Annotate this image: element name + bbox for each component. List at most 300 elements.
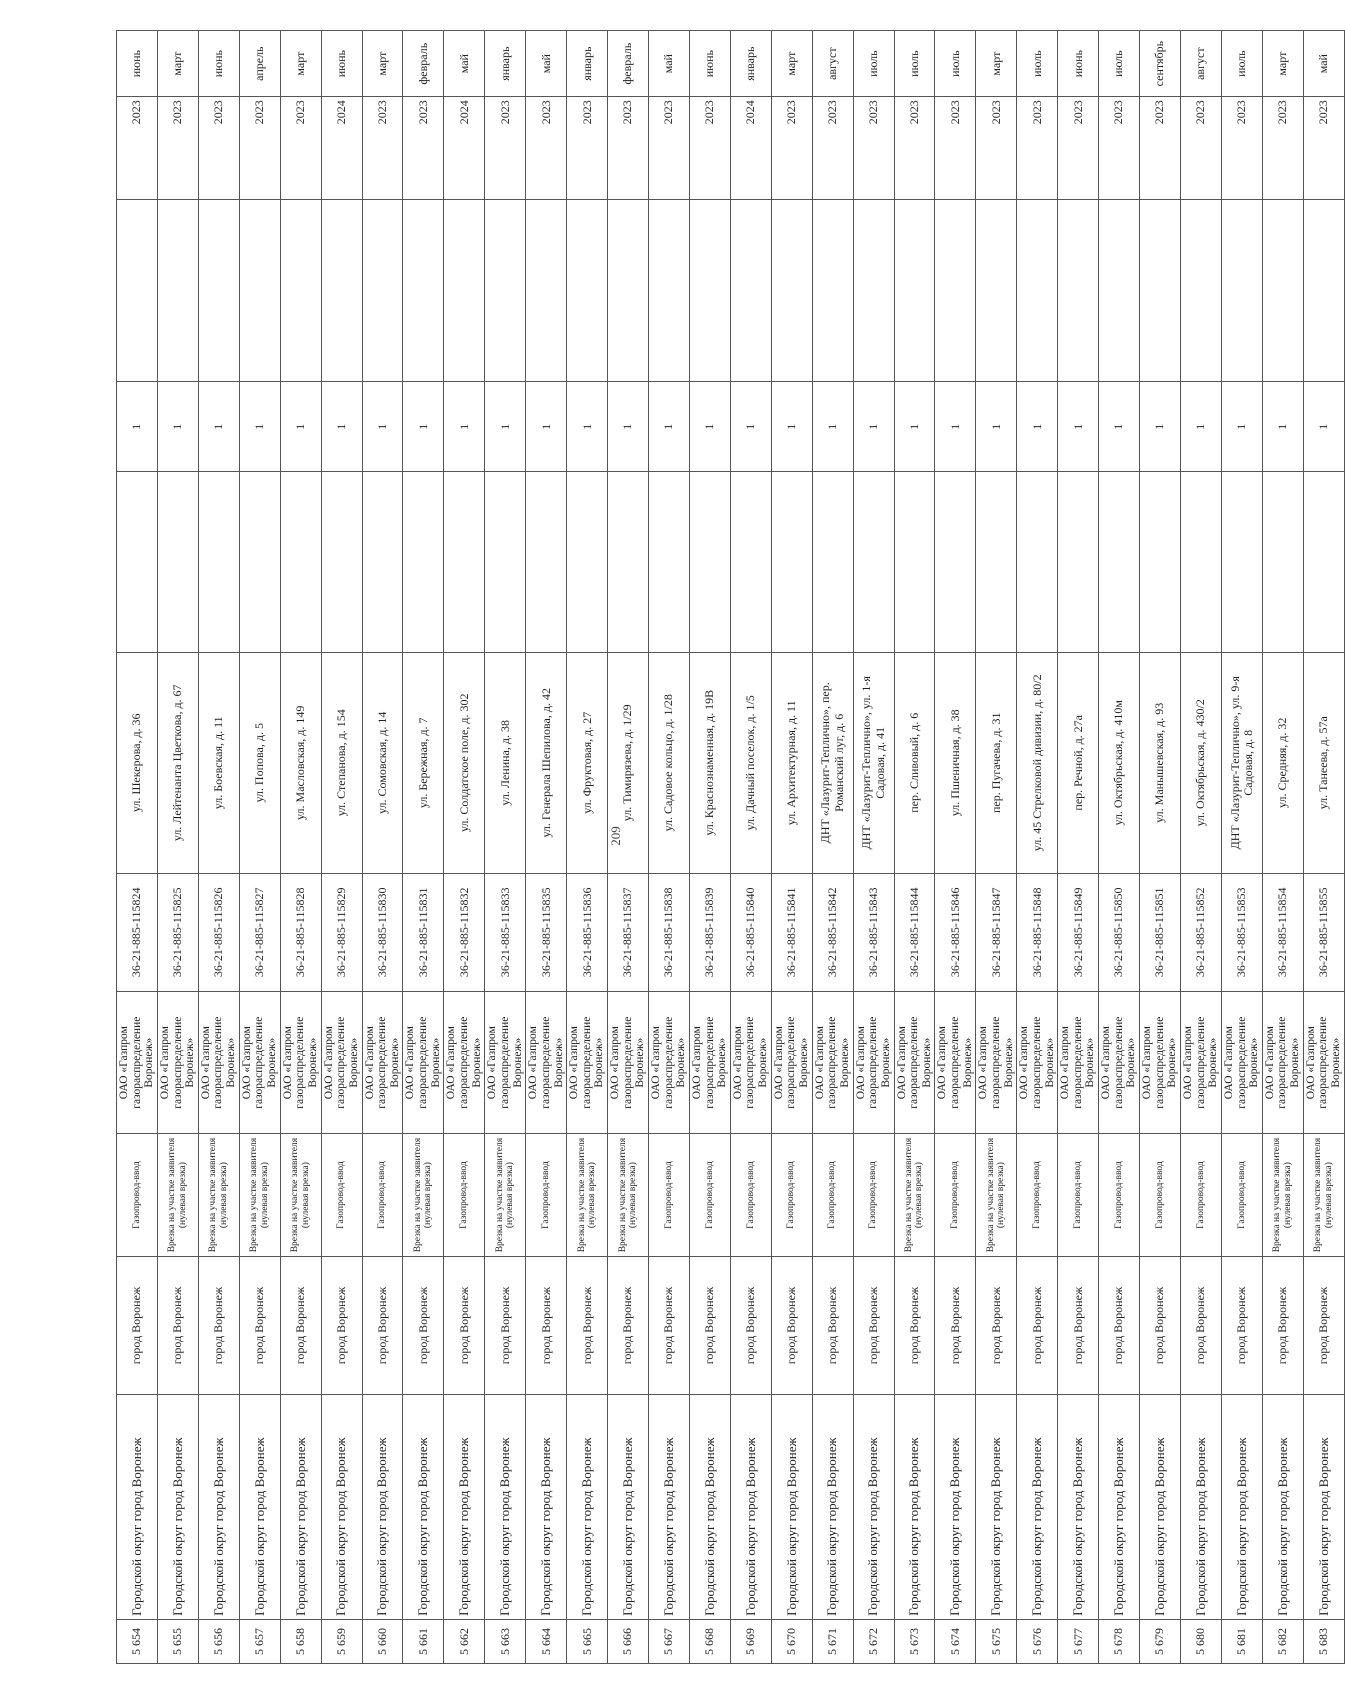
city-cell: город Воронеж <box>976 1256 1017 1394</box>
city-cell: город Воронеж <box>812 1256 853 1394</box>
registry-table <box>116 30 1345 1664</box>
row-number-cell: 5 668 <box>689 1619 730 1663</box>
object-type-cell: Газопровод-ввод <box>321 1134 362 1256</box>
city-cell: город Воронеж <box>1058 1256 1099 1394</box>
year-cell: 2023 <box>894 97 935 199</box>
object-code-cell: 36-21-885-115830 <box>362 873 403 991</box>
object-code-cell: 36-21-885-115829 <box>321 873 362 991</box>
quantity-cell: 1 <box>567 382 608 472</box>
municipality-cell: Городской округ город Воронеж <box>321 1395 362 1620</box>
municipality-cell: Городской округ город Воронеж <box>894 1395 935 1620</box>
address-cell: пер. Сливовый, д. 6 <box>894 652 935 873</box>
city-cell: город Воронеж <box>894 1256 935 1394</box>
month-cell: июнь <box>689 31 730 97</box>
table-row <box>403 31 444 1664</box>
quantity-cell: 1 <box>1303 382 1344 472</box>
row-number-cell: 5 661 <box>403 1619 444 1663</box>
object-code-cell: 36-21-885-115833 <box>485 873 526 991</box>
empty-cell <box>771 199 812 382</box>
quantity-cell: 1 <box>812 382 853 472</box>
empty-cell <box>1303 472 1344 653</box>
city-cell: город Воронеж <box>648 1256 689 1394</box>
object-code-cell: 36-21-885-115837 <box>608 873 649 991</box>
month-cell: июнь <box>117 31 158 97</box>
object-code-cell: 36-21-885-115836 <box>567 873 608 991</box>
city-cell: город Воронеж <box>1099 1256 1140 1394</box>
quantity-cell: 1 <box>485 382 526 472</box>
row-number-cell: 5 672 <box>853 1619 894 1663</box>
address-cell: ул. Солдатское поле, д. 302 <box>444 652 485 873</box>
city-cell: город Воронеж <box>485 1256 526 1394</box>
month-cell: март <box>280 31 321 97</box>
row-number-cell: 5 683 <box>1303 1619 1344 1663</box>
month-cell: апрель <box>239 31 280 97</box>
object-code-cell: 36-21-885-115841 <box>771 873 812 991</box>
object-type-cell: Врезка на участке заявителя (нулевая врезка) <box>198 1134 239 1256</box>
month-cell: март <box>362 31 403 97</box>
organization-cell: ОАО «Газпром газораспределение Воронеж» <box>1303 991 1344 1133</box>
address-cell: ул. Октябрьская, д. 430/2 <box>1180 652 1221 873</box>
object-type-cell: Врезка на участке заявителя (нулевая врезка) <box>157 1134 198 1256</box>
object-code-cell: 36-21-885-115835 <box>526 873 567 991</box>
quantity-cell: 1 <box>321 382 362 472</box>
table-row <box>608 31 649 1664</box>
row-number-cell: 5 657 <box>239 1619 280 1663</box>
year-cell: 2023 <box>648 97 689 199</box>
month-cell: январь <box>485 31 526 97</box>
quantity-cell: 1 <box>976 382 1017 472</box>
quantity-cell: 1 <box>689 382 730 472</box>
municipality-cell: Городской округ город Воронеж <box>117 1395 158 1620</box>
year-cell: 2023 <box>1099 97 1140 199</box>
quantity-cell: 1 <box>730 382 771 472</box>
table-row <box>526 31 567 1664</box>
year-cell: 2023 <box>976 97 1017 199</box>
municipality-cell: Городской округ город Воронеж <box>567 1395 608 1620</box>
month-cell: март <box>771 31 812 97</box>
organization-cell: ОАО «Газпром газораспределение Воронеж» <box>935 991 976 1133</box>
row-number-cell: 5 680 <box>1180 1619 1221 1663</box>
object-type-cell: Газопровод-ввод <box>730 1134 771 1256</box>
city-cell: город Воронеж <box>771 1256 812 1394</box>
object-code-cell: 36-21-885-115851 <box>1140 873 1181 991</box>
organization-cell: ОАО «Газпром газораспределение Воронеж» <box>444 991 485 1133</box>
quantity-cell: 1 <box>1262 382 1303 472</box>
address-cell: ДНТ «Лазурит-Теплично», ул. 9-я Садовая, д. 8 <box>1221 652 1262 873</box>
city-cell: город Воронеж <box>1017 1256 1058 1394</box>
city-cell: город Воронеж <box>1262 1256 1303 1394</box>
quantity-cell: 1 <box>1099 382 1140 472</box>
empty-cell <box>1099 472 1140 653</box>
month-cell: сентябрь <box>1140 31 1181 97</box>
address-cell: ул. Манышевская, д. 93 <box>1140 652 1181 873</box>
month-cell: июль <box>935 31 976 97</box>
table-row <box>648 31 689 1664</box>
table-row <box>1221 31 1262 1664</box>
object-type-cell: Врезка на участке заявителя (нулевая врезка) <box>1262 1134 1303 1256</box>
quantity-cell: 1 <box>1017 382 1058 472</box>
city-cell: город Воронеж <box>1140 1256 1181 1394</box>
object-type-cell: Газопровод-ввод <box>117 1134 158 1256</box>
address-cell: ул. Фруктовая, д. 27 <box>567 652 608 873</box>
month-cell: март <box>157 31 198 97</box>
row-number-cell: 5 656 <box>198 1619 239 1663</box>
empty-cell <box>1180 199 1221 382</box>
empty-cell <box>403 199 444 382</box>
year-cell: 2023 <box>280 97 321 199</box>
object-type-cell: Врезка на участке заявителя (нулевая врезка) <box>280 1134 321 1256</box>
empty-cell <box>157 472 198 653</box>
object-code-cell: 36-21-885-115849 <box>1058 873 1099 991</box>
city-cell: город Воронеж <box>403 1256 444 1394</box>
quantity-cell: 1 <box>526 382 567 472</box>
address-cell: ул. Дачный поселок, д. 1/5 <box>730 652 771 873</box>
organization-cell: ОАО «Газпром газораспределение Воронеж» <box>894 991 935 1133</box>
object-code-cell: 36-21-885-115838 <box>648 873 689 991</box>
empty-cell <box>198 472 239 653</box>
quantity-cell: 1 <box>280 382 321 472</box>
object-code-cell: 36-21-885-115844 <box>894 873 935 991</box>
object-type-cell: Врезка на участке заявителя (нулевая врезка) <box>485 1134 526 1256</box>
object-type-cell: Газопровод-ввод <box>648 1134 689 1256</box>
municipality-cell: Городской округ город Воронеж <box>853 1395 894 1620</box>
empty-cell <box>1303 199 1344 382</box>
organization-cell: ОАО «Газпром газораспределение Воронеж» <box>689 991 730 1133</box>
municipality-cell: Городской округ город Воронеж <box>403 1395 444 1620</box>
object-code-cell: 36-21-885-115852 <box>1180 873 1221 991</box>
object-type-cell: Газопровод-ввод <box>362 1134 403 1256</box>
empty-cell <box>1221 472 1262 653</box>
organization-cell: ОАО «Газпром газораспределение Воронеж» <box>1058 991 1099 1133</box>
object-code-cell: 36-21-885-115843 <box>853 873 894 991</box>
object-code-cell: 36-21-885-115855 <box>1303 873 1344 991</box>
row-number-cell: 5 681 <box>1221 1619 1262 1663</box>
row-number-cell: 5 677 <box>1058 1619 1099 1663</box>
table-row <box>198 31 239 1664</box>
organization-cell: ОАО «Газпром газораспределение Воронеж» <box>280 991 321 1133</box>
quantity-cell: 1 <box>362 382 403 472</box>
empty-cell <box>444 472 485 653</box>
object-code-cell: 36-21-885-115825 <box>157 873 198 991</box>
empty-cell <box>444 199 485 382</box>
city-cell: город Воронеж <box>567 1256 608 1394</box>
organization-cell: ОАО «Газпром газораспределение Воронеж» <box>1262 991 1303 1133</box>
address-cell: ДНТ «Лазурит-Теплично», пер. Романский луг, д. 6 <box>812 652 853 873</box>
quantity-cell: 1 <box>1180 382 1221 472</box>
quantity-cell: 1 <box>239 382 280 472</box>
address-cell: ул. Шекерова, д. 36 <box>117 652 158 873</box>
organization-cell: ОАО «Газпром газораспределение Воронеж» <box>526 991 567 1133</box>
empty-cell <box>935 199 976 382</box>
object-type-cell: Врезка на участке заявителя (нулевая врезка) <box>894 1134 935 1256</box>
object-type-cell: Газопровод-ввод <box>1221 1134 1262 1256</box>
row-number-cell: 5 655 <box>157 1619 198 1663</box>
year-cell: 2024 <box>444 97 485 199</box>
object-type-cell: Врезка на участке заявителя (нулевая врезка) <box>403 1134 444 1256</box>
municipality-cell: Городской округ город Воронеж <box>730 1395 771 1620</box>
organization-cell: ОАО «Газпром газораспределение Воронеж» <box>1017 991 1058 1133</box>
object-type-cell: Газопровод-ввод <box>689 1134 730 1256</box>
city-cell: город Воронеж <box>730 1256 771 1394</box>
table-row <box>853 31 894 1664</box>
address-cell: ул. Боевская, д. 11 <box>198 652 239 873</box>
object-code-cell: 36-21-885-115854 <box>1262 873 1303 991</box>
row-number-cell: 5 662 <box>444 1619 485 1663</box>
object-type-cell: Газопровод-ввод <box>812 1134 853 1256</box>
empty-cell <box>853 472 894 653</box>
month-cell: июль <box>1221 31 1262 97</box>
quantity-cell: 1 <box>648 382 689 472</box>
quantity-cell: 1 <box>853 382 894 472</box>
month-cell: май <box>648 31 689 97</box>
year-cell: 2023 <box>567 97 608 199</box>
empty-cell <box>198 199 239 382</box>
year-cell: 2023 <box>362 97 403 199</box>
object-type-cell: Врезка на участке заявителя (нулевая врезка) <box>567 1134 608 1256</box>
empty-cell <box>1221 199 1262 382</box>
empty-cell <box>608 199 649 382</box>
month-cell: март <box>976 31 1017 97</box>
month-cell: май <box>526 31 567 97</box>
object-code-cell: 36-21-885-115853 <box>1221 873 1262 991</box>
object-code-cell: 36-21-885-115842 <box>812 873 853 991</box>
municipality-cell: Городской округ город Воронеж <box>608 1395 649 1620</box>
object-code-cell: 36-21-885-115832 <box>444 873 485 991</box>
quantity-cell: 1 <box>608 382 649 472</box>
empty-cell <box>812 472 853 653</box>
month-cell: май <box>1303 31 1344 97</box>
table-row <box>280 31 321 1664</box>
address-cell: ДНТ «Лазурит-Теплично», ул. 1-я Садовая, д. 41 <box>853 652 894 873</box>
empty-cell <box>280 472 321 653</box>
city-cell: город Воронеж <box>157 1256 198 1394</box>
address-cell: ул. Масловская, д. 149 <box>280 652 321 873</box>
month-cell: февраль <box>403 31 444 97</box>
object-code-cell: 36-21-885-115840 <box>730 873 771 991</box>
empty-cell <box>321 199 362 382</box>
table-row <box>1303 31 1344 1664</box>
year-cell: 2024 <box>321 97 362 199</box>
municipality-cell: Городской округ город Воронеж <box>812 1395 853 1620</box>
table-row <box>567 31 608 1664</box>
address-cell: ул. Архитектурная, д. 11 <box>771 652 812 873</box>
address-cell: ул. Средняя, д. 32 <box>1262 652 1303 873</box>
municipality-cell: Городской округ город Воронеж <box>198 1395 239 1620</box>
empty-cell <box>608 472 649 653</box>
empty-cell <box>117 199 158 382</box>
organization-cell: ОАО «Газпром газораспределение Воронеж» <box>730 991 771 1133</box>
address-cell: ул. Генерала Шепилова, д. 42 <box>526 652 567 873</box>
empty-cell <box>976 199 1017 382</box>
empty-cell <box>1017 472 1058 653</box>
year-cell: 2023 <box>157 97 198 199</box>
month-cell: февраль <box>608 31 649 97</box>
table-row <box>730 31 771 1664</box>
city-cell: город Воронеж <box>280 1256 321 1394</box>
organization-cell: ОАО «Газпром газораспределение Воронеж» <box>1180 991 1221 1133</box>
year-cell: 2023 <box>1221 97 1262 199</box>
empty-cell <box>648 472 689 653</box>
year-cell: 2023 <box>853 97 894 199</box>
quantity-cell: 1 <box>444 382 485 472</box>
empty-cell <box>239 199 280 382</box>
table-body <box>117 31 1345 1664</box>
quantity-cell: 1 <box>1221 382 1262 472</box>
year-cell: 2023 <box>403 97 444 199</box>
year-cell: 2023 <box>812 97 853 199</box>
organization-cell: ОАО «Газпром газораспределение Воронеж» <box>362 991 403 1133</box>
object-type-cell: Газопровод-ввод <box>935 1134 976 1256</box>
city-cell: город Воронеж <box>1180 1256 1221 1394</box>
year-cell: 2023 <box>771 97 812 199</box>
object-type-cell: Газопровод-ввод <box>526 1134 567 1256</box>
address-cell: ул. Танеева, д. 57а <box>1303 652 1344 873</box>
row-number-cell: 5 667 <box>648 1619 689 1663</box>
address-cell: ул. Тимирязева, д. 1/29 <box>608 652 649 873</box>
table-row <box>362 31 403 1664</box>
table-row <box>1099 31 1140 1664</box>
municipality-cell: Городской округ город Воронеж <box>935 1395 976 1620</box>
object-code-cell: 36-21-885-115839 <box>689 873 730 991</box>
table-row <box>321 31 362 1664</box>
month-cell: июль <box>1017 31 1058 97</box>
table-row <box>935 31 976 1664</box>
address-cell: ул. Лейтенанта Цветкова, д. 67 <box>157 652 198 873</box>
row-number-cell: 5 670 <box>771 1619 812 1663</box>
month-cell: март <box>1262 31 1303 97</box>
year-cell: 2024 <box>730 97 771 199</box>
organization-cell: ОАО «Газпром газораспределение Воронеж» <box>648 991 689 1133</box>
object-code-cell: 36-21-885-115828 <box>280 873 321 991</box>
object-code-cell: 36-21-885-115846 <box>935 873 976 991</box>
municipality-cell: Городской округ город Воронеж <box>1303 1395 1344 1620</box>
year-cell: 2023 <box>198 97 239 199</box>
empty-cell <box>730 199 771 382</box>
quantity-cell: 1 <box>198 382 239 472</box>
city-cell: город Воронеж <box>1303 1256 1344 1394</box>
address-cell: ул. Бережная, д. 7 <box>403 652 444 873</box>
address-cell: ул. Попова, д. 5 <box>239 652 280 873</box>
city-cell: город Воронеж <box>198 1256 239 1394</box>
quantity-cell: 1 <box>1058 382 1099 472</box>
empty-cell <box>1262 199 1303 382</box>
table-row <box>689 31 730 1664</box>
object-type-cell: Газопровод-ввод <box>1140 1134 1181 1256</box>
empty-cell <box>280 199 321 382</box>
empty-cell <box>853 199 894 382</box>
year-cell: 2023 <box>526 97 567 199</box>
object-type-cell: Газопровод-ввод <box>1099 1134 1140 1256</box>
object-code-cell: 36-21-885-115850 <box>1099 873 1140 991</box>
address-cell: ул. Пшеничная, д. 38 <box>935 652 976 873</box>
object-type-cell: Газопровод-ввод <box>1017 1134 1058 1256</box>
municipality-cell: Городской округ город Воронеж <box>1017 1395 1058 1620</box>
object-code-cell: 36-21-885-115824 <box>117 873 158 991</box>
object-code-cell: 36-21-885-115831 <box>403 873 444 991</box>
empty-cell <box>321 472 362 653</box>
table-row <box>1180 31 1221 1664</box>
address-cell: ул. Краснознаменная, д. 19В <box>689 652 730 873</box>
organization-cell: ОАО «Газпром газораспределение Воронеж» <box>1140 991 1181 1133</box>
row-number-cell: 5 658 <box>280 1619 321 1663</box>
municipality-cell: Городской округ город Воронеж <box>239 1395 280 1620</box>
address-cell: ул. Октябрьская, д. 410м <box>1099 652 1140 873</box>
year-cell: 2023 <box>608 97 649 199</box>
organization-cell: ОАО «Газпром газораспределение Воронеж» <box>1099 991 1140 1133</box>
municipality-cell: Городской округ город Воронеж <box>1262 1395 1303 1620</box>
object-type-cell: Врезка на участке заявителя (нулевая врезка) <box>976 1134 1017 1256</box>
empty-cell <box>362 199 403 382</box>
organization-cell: ОАО «Газпром газораспределение Воронеж» <box>403 991 444 1133</box>
object-type-cell: Газопровод-ввод <box>1180 1134 1221 1256</box>
city-cell: город Воронеж <box>608 1256 649 1394</box>
row-number-cell: 5 678 <box>1099 1619 1140 1663</box>
quantity-cell: 1 <box>1140 382 1181 472</box>
address-cell: пер. Речной, д. 27а <box>1058 652 1099 873</box>
empty-cell <box>771 472 812 653</box>
year-cell: 2023 <box>1017 97 1058 199</box>
month-cell: август <box>812 31 853 97</box>
empty-cell <box>1262 472 1303 653</box>
quantity-cell: 1 <box>771 382 812 472</box>
row-number-cell: 5 654 <box>117 1619 158 1663</box>
organization-cell: ОАО «Газпром газораспределение Воронеж» <box>321 991 362 1133</box>
object-code-cell: 36-21-885-115847 <box>976 873 1017 991</box>
empty-cell <box>976 472 1017 653</box>
rotated-table-container <box>116 30 1343 1664</box>
month-cell: июль <box>894 31 935 97</box>
month-cell: май <box>444 31 485 97</box>
row-number-cell: 5 660 <box>362 1619 403 1663</box>
row-number-cell: 5 666 <box>608 1619 649 1663</box>
table-row <box>812 31 853 1664</box>
address-cell: ул. Сомовская, д. 14 <box>362 652 403 873</box>
quantity-cell: 1 <box>403 382 444 472</box>
empty-cell <box>1140 472 1181 653</box>
object-code-cell: 36-21-885-115826 <box>198 873 239 991</box>
city-cell: город Воронеж <box>117 1256 158 1394</box>
object-type-cell: Газопровод-ввод <box>771 1134 812 1256</box>
month-cell: июнь <box>198 31 239 97</box>
organization-cell: ОАО «Газпром газораспределение Воронеж» <box>976 991 1017 1133</box>
row-number-cell: 5 665 <box>567 1619 608 1663</box>
organization-cell: ОАО «Газпром газораспределение Воронеж» <box>853 991 894 1133</box>
organization-cell: ОАО «Газпром газораспределение Воронеж» <box>485 991 526 1133</box>
month-cell: июнь <box>1058 31 1099 97</box>
empty-cell <box>935 472 976 653</box>
municipality-cell: Городской округ город Воронеж <box>648 1395 689 1620</box>
year-cell: 2023 <box>1303 97 1344 199</box>
organization-cell: ОАО «Газпром газораспределение Воронеж» <box>198 991 239 1133</box>
organization-cell: ОАО «Газпром газораспределение Воронеж» <box>1221 991 1262 1133</box>
empty-cell <box>1058 472 1099 653</box>
empty-cell <box>117 472 158 653</box>
month-cell: июнь <box>321 31 362 97</box>
row-number-cell: 5 659 <box>321 1619 362 1663</box>
empty-cell <box>1140 199 1181 382</box>
empty-cell <box>526 472 567 653</box>
empty-cell <box>1180 472 1221 653</box>
object-type-cell: Газопровод-ввод <box>444 1134 485 1256</box>
table-row <box>894 31 935 1664</box>
row-number-cell: 5 671 <box>812 1619 853 1663</box>
year-cell: 2023 <box>239 97 280 199</box>
row-number-cell: 5 682 <box>1262 1619 1303 1663</box>
municipality-cell: Городской округ город Воронеж <box>526 1395 567 1620</box>
empty-cell <box>648 199 689 382</box>
quantity-cell: 1 <box>894 382 935 472</box>
empty-cell <box>362 472 403 653</box>
